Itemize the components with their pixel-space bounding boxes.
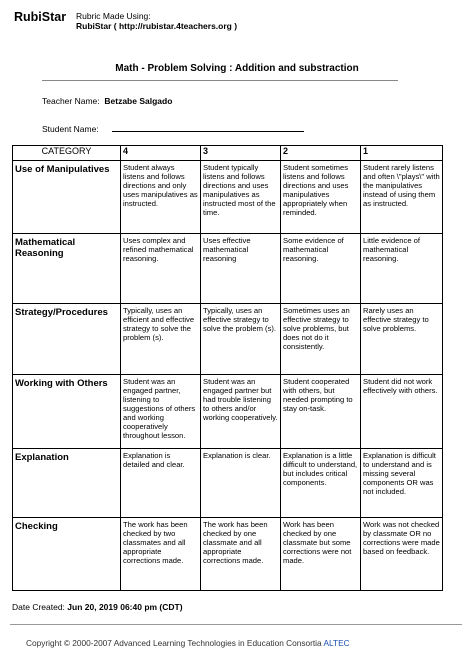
rubric-cell: Explanation is a little difficult to understand, but includes critical components. — [281, 449, 361, 518]
rubric-cell: Student sometimes listens and follows directions and uses manipulatives appropriately when reminded. — [281, 161, 361, 234]
header-row — [13, 146, 443, 161]
teacher-name-line — [42, 96, 172, 106]
rubric-cell: Student did not work effectively with others. — [361, 375, 443, 449]
rubric-cell: Student rarely listens and often \"plays\" with the manipulatives instead of using them as instructed. — [361, 161, 443, 234]
student-name-blank — [112, 131, 304, 132]
title-divider — [42, 80, 398, 81]
table-row — [13, 449, 443, 518]
category-cell: Explanation — [13, 449, 121, 518]
rubric-cell: Student cooperated with others, but needed prompting to stay on-task. — [281, 375, 361, 449]
made-using-line1: Rubric Made Using: — [76, 11, 151, 21]
rubric-cell: Uses effective mathematical reasoning — [201, 234, 281, 304]
category-cell: Strategy/Procedures — [13, 304, 121, 375]
date-created-value: Jun 20, 2019 06:40 pm (CDT) — [67, 602, 183, 612]
table-row — [13, 518, 443, 591]
rubric-title: Math - Problem Solving : Addition and substraction — [115, 63, 359, 74]
header-level-1: 1 — [361, 146, 443, 161]
rubric-cell: Explanation is clear. — [201, 449, 281, 518]
rubric-cell: Some evidence of mathematical reasoning. — [281, 234, 361, 304]
teacher-name: Betzabe Salgado — [104, 96, 173, 106]
rubric-cell: Explanation is detailed and clear. — [121, 449, 201, 518]
category-cell: Use of Manipulatives — [13, 161, 121, 234]
rubric-cell: Student was an engaged partner but had trouble listening to others and/or working cooperatively. — [201, 375, 281, 449]
student-label: Student Name: — [42, 124, 99, 134]
copyright-footer — [26, 638, 350, 648]
teacher-label: Teacher Name: — [42, 96, 100, 106]
altec-link[interactable]: ALTEC — [323, 638, 350, 648]
table-row — [13, 375, 443, 449]
rubric-cell: Work was not checked by classmate OR no corrections were made based on feedback. — [361, 518, 443, 591]
rubric-cell: Student always listens and follows directions and only uses manipulatives as instructed. — [121, 161, 201, 234]
header-level-4: 4 — [121, 146, 201, 161]
rubistar-brand: RubiStar — [14, 10, 67, 24]
rubric-cell: Student was an engaged partner, listening to suggestions of others and working cooperatively throughout lesson. — [121, 375, 201, 449]
rubric-cell: Little evidence of mathematical reasoning. — [361, 234, 443, 304]
table-row — [13, 161, 443, 234]
rubric-cell: The work has been checked by one classmate and all appropriate corrections made. — [201, 518, 281, 591]
rubric-cell: The work has been checked by two classmates and all appropriate corrections made. — [121, 518, 201, 591]
rubric-cell: Explanation is difficult to understand and is missing several components OR was not included. — [361, 449, 443, 518]
rubric-cell: Uses complex and refined mathematical reasoning. — [121, 234, 201, 304]
header-category: CATEGORY — [13, 146, 121, 161]
table-row — [13, 304, 443, 375]
rubric-cell: Work has been checked by one classmate but some corrections were not made. — [281, 518, 361, 591]
rubric-cell: Typically, uses an efficient and effective strategy to solve the problem (s). — [121, 304, 201, 375]
rubric-table — [12, 145, 443, 591]
header-level-2: 2 — [281, 146, 361, 161]
category-cell: Working with Others — [13, 375, 121, 449]
rubric-cell: Typically, uses an effective strategy to solve the problem (s). — [201, 304, 281, 375]
footer-divider — [10, 624, 462, 625]
header-level-3: 3 — [201, 146, 281, 161]
made-using-line2: RubiStar ( http://rubistar.4teachers.org ) — [76, 21, 238, 31]
made-using-note — [76, 11, 237, 31]
category-cell: Mathematical Reasoning — [13, 234, 121, 304]
copyright-text: Copyright © 2000-2007 Advanced Learning Technologies in Education Consortia — [26, 638, 322, 648]
date-created-label: Date Created: — [12, 602, 65, 612]
rubric-cell: Rarely uses an effective strategy to solve problems. — [361, 304, 443, 375]
table-row — [13, 234, 443, 304]
rubric-cell: Sometimes uses an effective strategy to solve problems, but does not do it consistently. — [281, 304, 361, 375]
date-created — [12, 602, 183, 612]
category-cell: Checking — [13, 518, 121, 591]
rubric-cell: Student typically listens and follows directions and uses manipulatives as instructed most of the time. — [201, 161, 281, 234]
